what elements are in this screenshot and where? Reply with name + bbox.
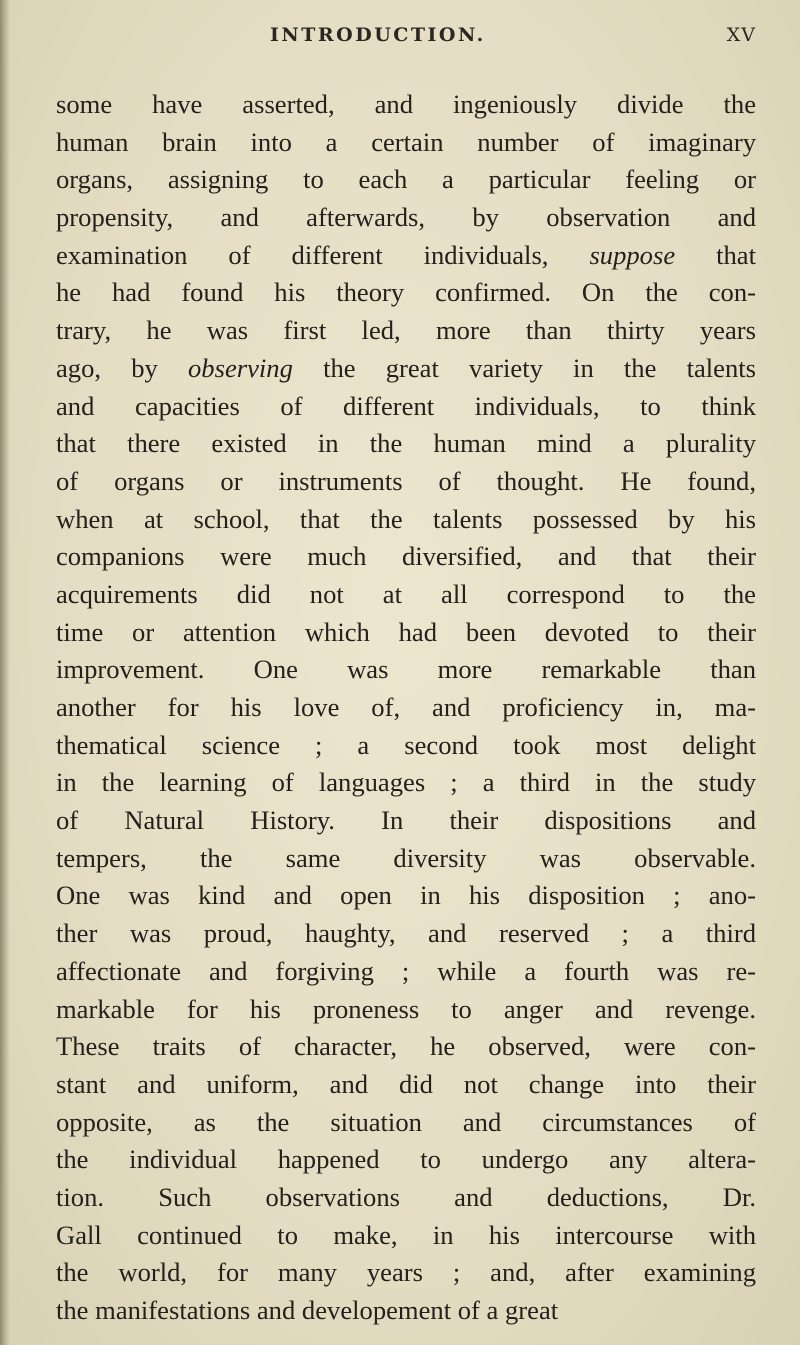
text-run: examination of different individuals, [56,239,590,270]
text-line [56,802,756,840]
text-line [56,877,756,915]
text-line [56,840,756,878]
text-run: One was kind and open in his disposition ; ano- [56,880,756,911]
text-run: These traits of character, he observed, were con- [56,1031,756,1062]
text-line [56,1179,756,1217]
text-line [56,274,756,312]
text-run: human brain into a certain number of imaginary [56,126,756,157]
text-run: ther was proud, haughty, and reserved ; a third [56,918,756,949]
text-run: improvement. One was more remarkable than [56,654,756,685]
text-line [56,237,756,275]
text-line [56,915,756,953]
text-line [56,1141,756,1179]
text-line [56,727,756,765]
page-binding-edge [0,0,10,1345]
text-line [56,350,756,388]
text-line [56,312,756,350]
text-run: some have asserted, and ingeniously divide the [56,89,756,119]
text-line [56,538,756,576]
text-run: the great variety in the talents [292,352,756,383]
text-run: he had found his theory confirmed. On the con- [56,277,756,308]
text-run: time or attention which had been devoted to their [56,616,756,647]
text-run: propensity, and afterwards, by observation and [56,202,756,233]
text-run: that [675,239,756,270]
text-line [56,425,756,463]
text-run: of organs or instruments of thought. He found, [56,465,756,496]
text-run: opposite, as the situation and circumstances of [56,1106,756,1137]
text-line [56,991,756,1029]
text-run: markable for his proneness to anger and revenge. [56,993,756,1024]
text-line [56,161,756,199]
text-line [56,651,756,689]
text-line [56,388,756,426]
text-line [56,1217,756,1255]
text-run: companions were much diversified, and that their [56,541,756,572]
page-number: XV [726,24,756,46]
text-line [56,953,756,991]
text-line [56,124,756,162]
text-run: trary, he was first led, more than thirty years [56,315,756,346]
italic-word: observing [188,352,293,383]
text-run: tempers, the same diversity was observable. [56,842,756,873]
text-run: the individual happened to undergo any altera- [56,1144,756,1175]
text-run: Gall continued to make, in his intercourse with [56,1219,756,1250]
text-line [56,1254,756,1292]
text-run: stant and uniform, and did not change into their [56,1068,756,1099]
text-line [56,1104,756,1142]
text-line [56,463,756,501]
text-line [56,86,756,124]
text-run: another for his love of, and proficiency in, ma- [56,692,756,722]
text-run: tion. Such observations and deductions, Dr. [56,1181,756,1212]
text-run: in the learning of languages ; a third in the study [56,767,756,798]
text-run: and capacities of different individuals, to think [56,390,756,421]
text-run: organs, assigning to each a particular feeling or [56,164,756,195]
text-run: that there existed in the human mind a plurality [56,428,756,459]
text-run: affectionate and forgiving ; while a fourth was re- [56,955,756,986]
text-line [56,689,756,727]
text-run: when at school, that the talents possessed by his [56,503,756,534]
text-run: the manifestations and developement of a great [56,1295,559,1325]
text-run: acquirements did not at all correspond to the [56,578,756,609]
running-head-title: INTRODUCTION. [270,24,486,46]
text-line [56,1066,756,1104]
text-run: the world, for many years ; and, after examining [56,1257,756,1288]
body-text [56,86,756,1330]
text-run: of Natural History. In their dispositions and [56,805,756,836]
text-line [56,199,756,237]
text-line [56,614,756,652]
italic-word: suppose [589,239,676,270]
text-line [56,764,756,802]
text-line [56,576,756,614]
text-line [56,501,756,539]
text-line [56,1028,756,1066]
text-run: ago, by [56,352,188,383]
text-line [56,1292,756,1330]
text-run: thematical science ; a second took most delight [56,729,756,760]
running-head [0,18,800,58]
